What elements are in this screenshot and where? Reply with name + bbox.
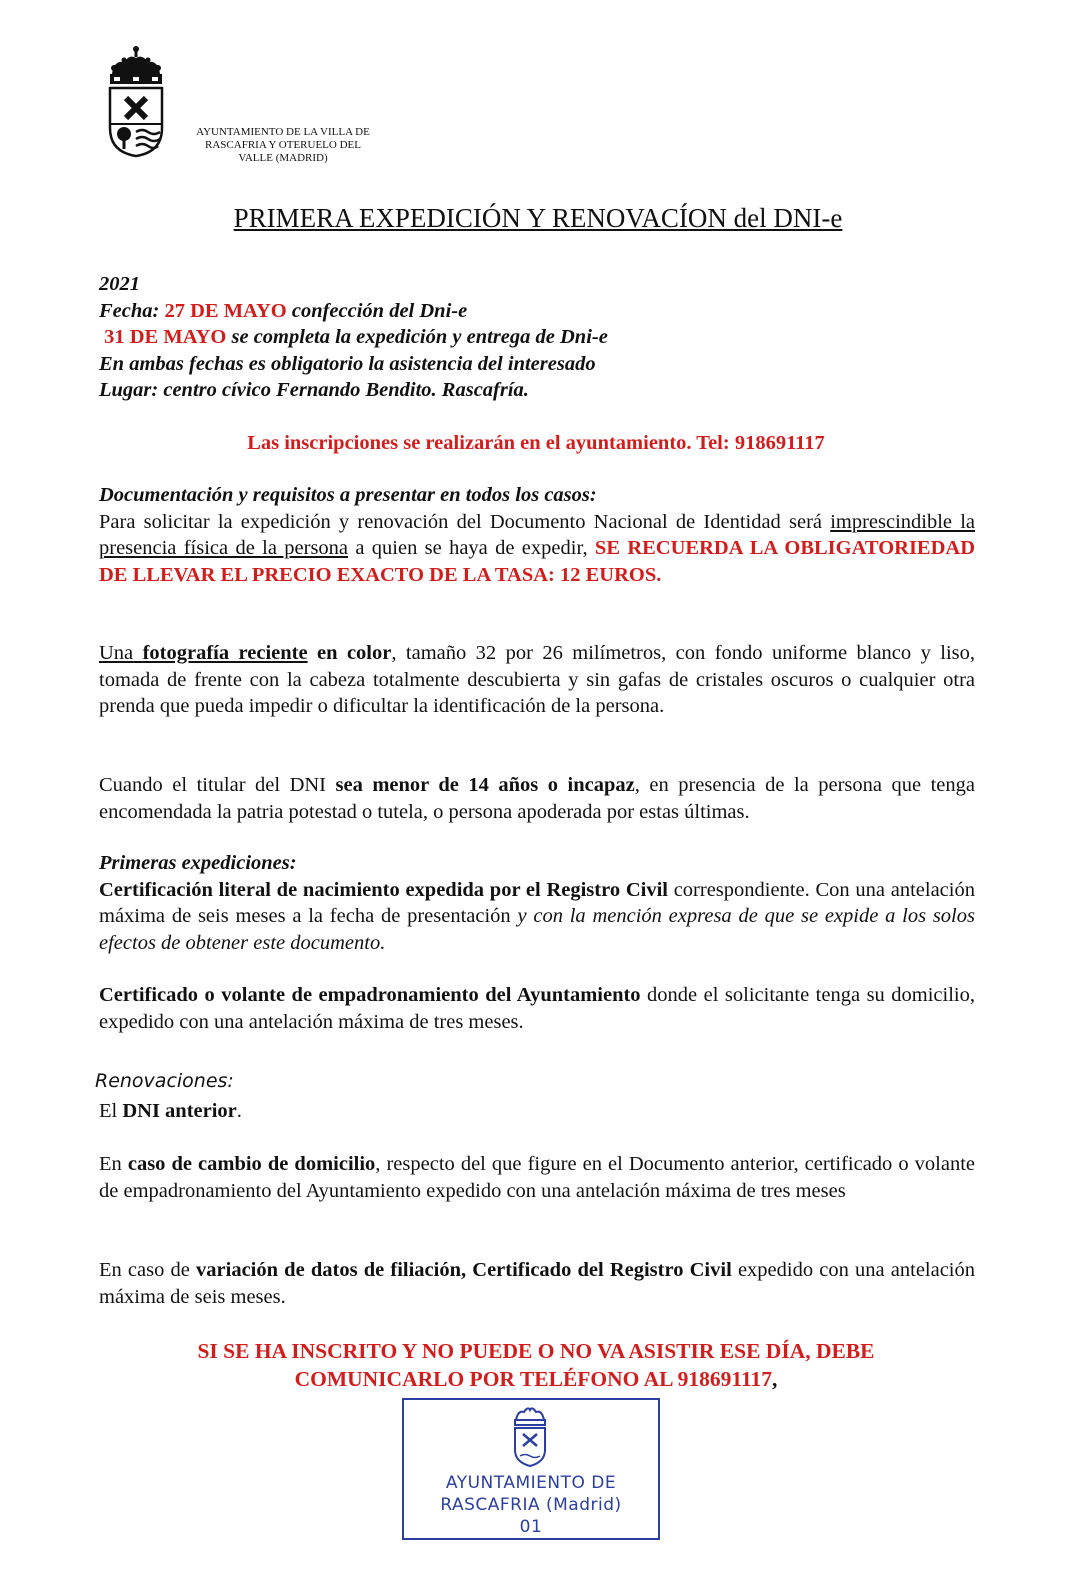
final-notice	[0, 1337, 1072, 1393]
org-line-1: AYUNTAMIENTO DE LA VILLA DE	[196, 126, 370, 138]
fecha-label: Fecha:	[99, 299, 165, 322]
org-name	[185, 126, 381, 165]
variacion-a: En caso de	[99, 1259, 197, 1281]
foto-reciente: fotografía reciente	[142, 642, 308, 664]
renov-dni: DNI anterior	[122, 1100, 237, 1122]
foto-una: Una	[99, 642, 134, 664]
renovaciones-heading: Renovaciones:	[95, 1070, 234, 1092]
fecha2-line	[99, 324, 979, 351]
municipal-stamp	[402, 1398, 660, 1540]
coat-of-arms-logo	[104, 44, 168, 160]
fecha-line	[99, 298, 979, 325]
foto-paragraph	[99, 640, 975, 720]
fecha1-desc: confección del Dni-e	[286, 299, 468, 322]
fecha1: 27 DE MAYO	[164, 299, 287, 322]
variacion-c: expedido con una antelación máxima de seis meses.	[99, 1259, 976, 1308]
aviso-comma: ,	[772, 1367, 778, 1391]
year: 2021	[99, 273, 140, 295]
empadronamiento-paragraph	[99, 982, 975, 1035]
dates-block	[99, 271, 979, 404]
fecha2-desc: se completa la expedición y entrega de Dni-e	[226, 326, 608, 348]
primeras-heading: Primeras expediciones:	[99, 852, 297, 874]
doc-p1b: a quien se haya de expedir,	[348, 537, 595, 559]
dni-anterior-line	[99, 1098, 242, 1125]
doc-p1-underlined: imprescindible la presencia física de la persona	[99, 510, 975, 559]
lugar-line: Lugar: centro cívico Fernando Bendito. Rascafría.	[99, 379, 529, 401]
documentation-section	[99, 482, 975, 588]
ambas-line: En ambas fechas es obligatorio la asistencia del interesado	[99, 352, 596, 375]
stamp-line-2: RASCAFRIA (Madrid)	[440, 1495, 622, 1515]
tasa-warning: SE RECUERDA LA OBLIGATORIEDAD DE LLEVAR EL PRECIO EXACTO DE LA TASA: 12 EUROS.	[99, 537, 976, 586]
stamp-crest-icon	[510, 1404, 550, 1468]
stamp-line-1: AYUNTAMIENTO DE	[445, 1473, 617, 1493]
inscripciones-notice: Las inscripciones se realizarán en el ayuntamiento. Tel: 918691117	[247, 432, 825, 454]
doc-heading: Documentación y requisitos a presentar en todos los casos:	[99, 484, 597, 506]
menor-a: Cuando el titular del DNI	[99, 774, 336, 796]
org-line-3: VALLE (MADRID)	[238, 152, 328, 164]
document-title: PRIMERA EXPEDICIÓN Y RENOVACÍON del DNI-e	[233, 203, 843, 233]
foto-color: en color	[317, 642, 392, 664]
cert-rest: correspondiente. Con una antelación máxima de seis meses a la fecha de presentación	[99, 878, 975, 927]
renov-dot: .	[236, 1100, 242, 1122]
primeras-section	[99, 850, 975, 956]
empadron-rest: donde el solicitante tenga su domicilio, expedido con una antelación máxima de tres meses.	[99, 984, 975, 1033]
menor-paragraph	[99, 772, 975, 825]
cert-bold: Certificación literal de nacimiento expedida por el Registro Civil	[99, 878, 668, 901]
renov-el: El	[99, 1100, 123, 1122]
empadron-bold: Certificado o volante de empadronamiento del Ayuntamiento	[99, 984, 641, 1006]
variacion-b: variación de datos de filiación, Certificado del Registro Civil	[196, 1259, 732, 1281]
doc-p1a: Para solicitar la expedición y renovación del Documento Nacional de Identidad será	[99, 510, 831, 533]
variacion-paragraph	[99, 1257, 975, 1310]
cambio-b: caso de cambio de domicilio	[127, 1153, 376, 1175]
stamp-line-3: 01	[519, 1517, 543, 1537]
cambio-paragraph	[99, 1151, 975, 1204]
fecha2: 31 DE MAYO	[104, 326, 227, 348]
aviso-line-2-wrap	[0, 1365, 1072, 1393]
primeras-paragraph	[99, 877, 975, 957]
menor-b: sea menor de 14 años o incapaz	[335, 774, 635, 796]
cambio-c: , respecto del que figure en el Documento anterior, certificado o volante de empadronamiento del Ayuntamiento expedido con una antelación máxima de tres meses	[99, 1153, 976, 1202]
doc-paragraph	[99, 509, 975, 589]
aviso-line-2: COMUNICARLO POR TELÉFONO AL 918691117	[294, 1367, 773, 1391]
foto-rest: , tamaño 32 por 26 milímetros, con fondo uniforme blanco y liso, tomada de frente con la cabeza totalmente descubierta y sin gafas de cristales oscuros o cualquier otra prenda que pueda impedir o dificultar la identificación de la persona.	[99, 642, 976, 717]
cambio-a: En	[99, 1153, 128, 1175]
menor-c: , en presencia de la persona que tenga encomendada la patria potestad o tutela, o persona apoderada por estas últimas.	[99, 774, 975, 823]
org-line-2: RASCAFRIA Y OTERUELO DEL	[205, 139, 361, 151]
cert-italic: y con la mención expresa de que se expide a los solos efectos de obtener este documento.	[99, 905, 975, 954]
aviso-line-1: SI SE HA INSCRITO Y NO PUEDE O NO VA ASISTIR ESE DÍA, DEBE	[197, 1339, 875, 1363]
